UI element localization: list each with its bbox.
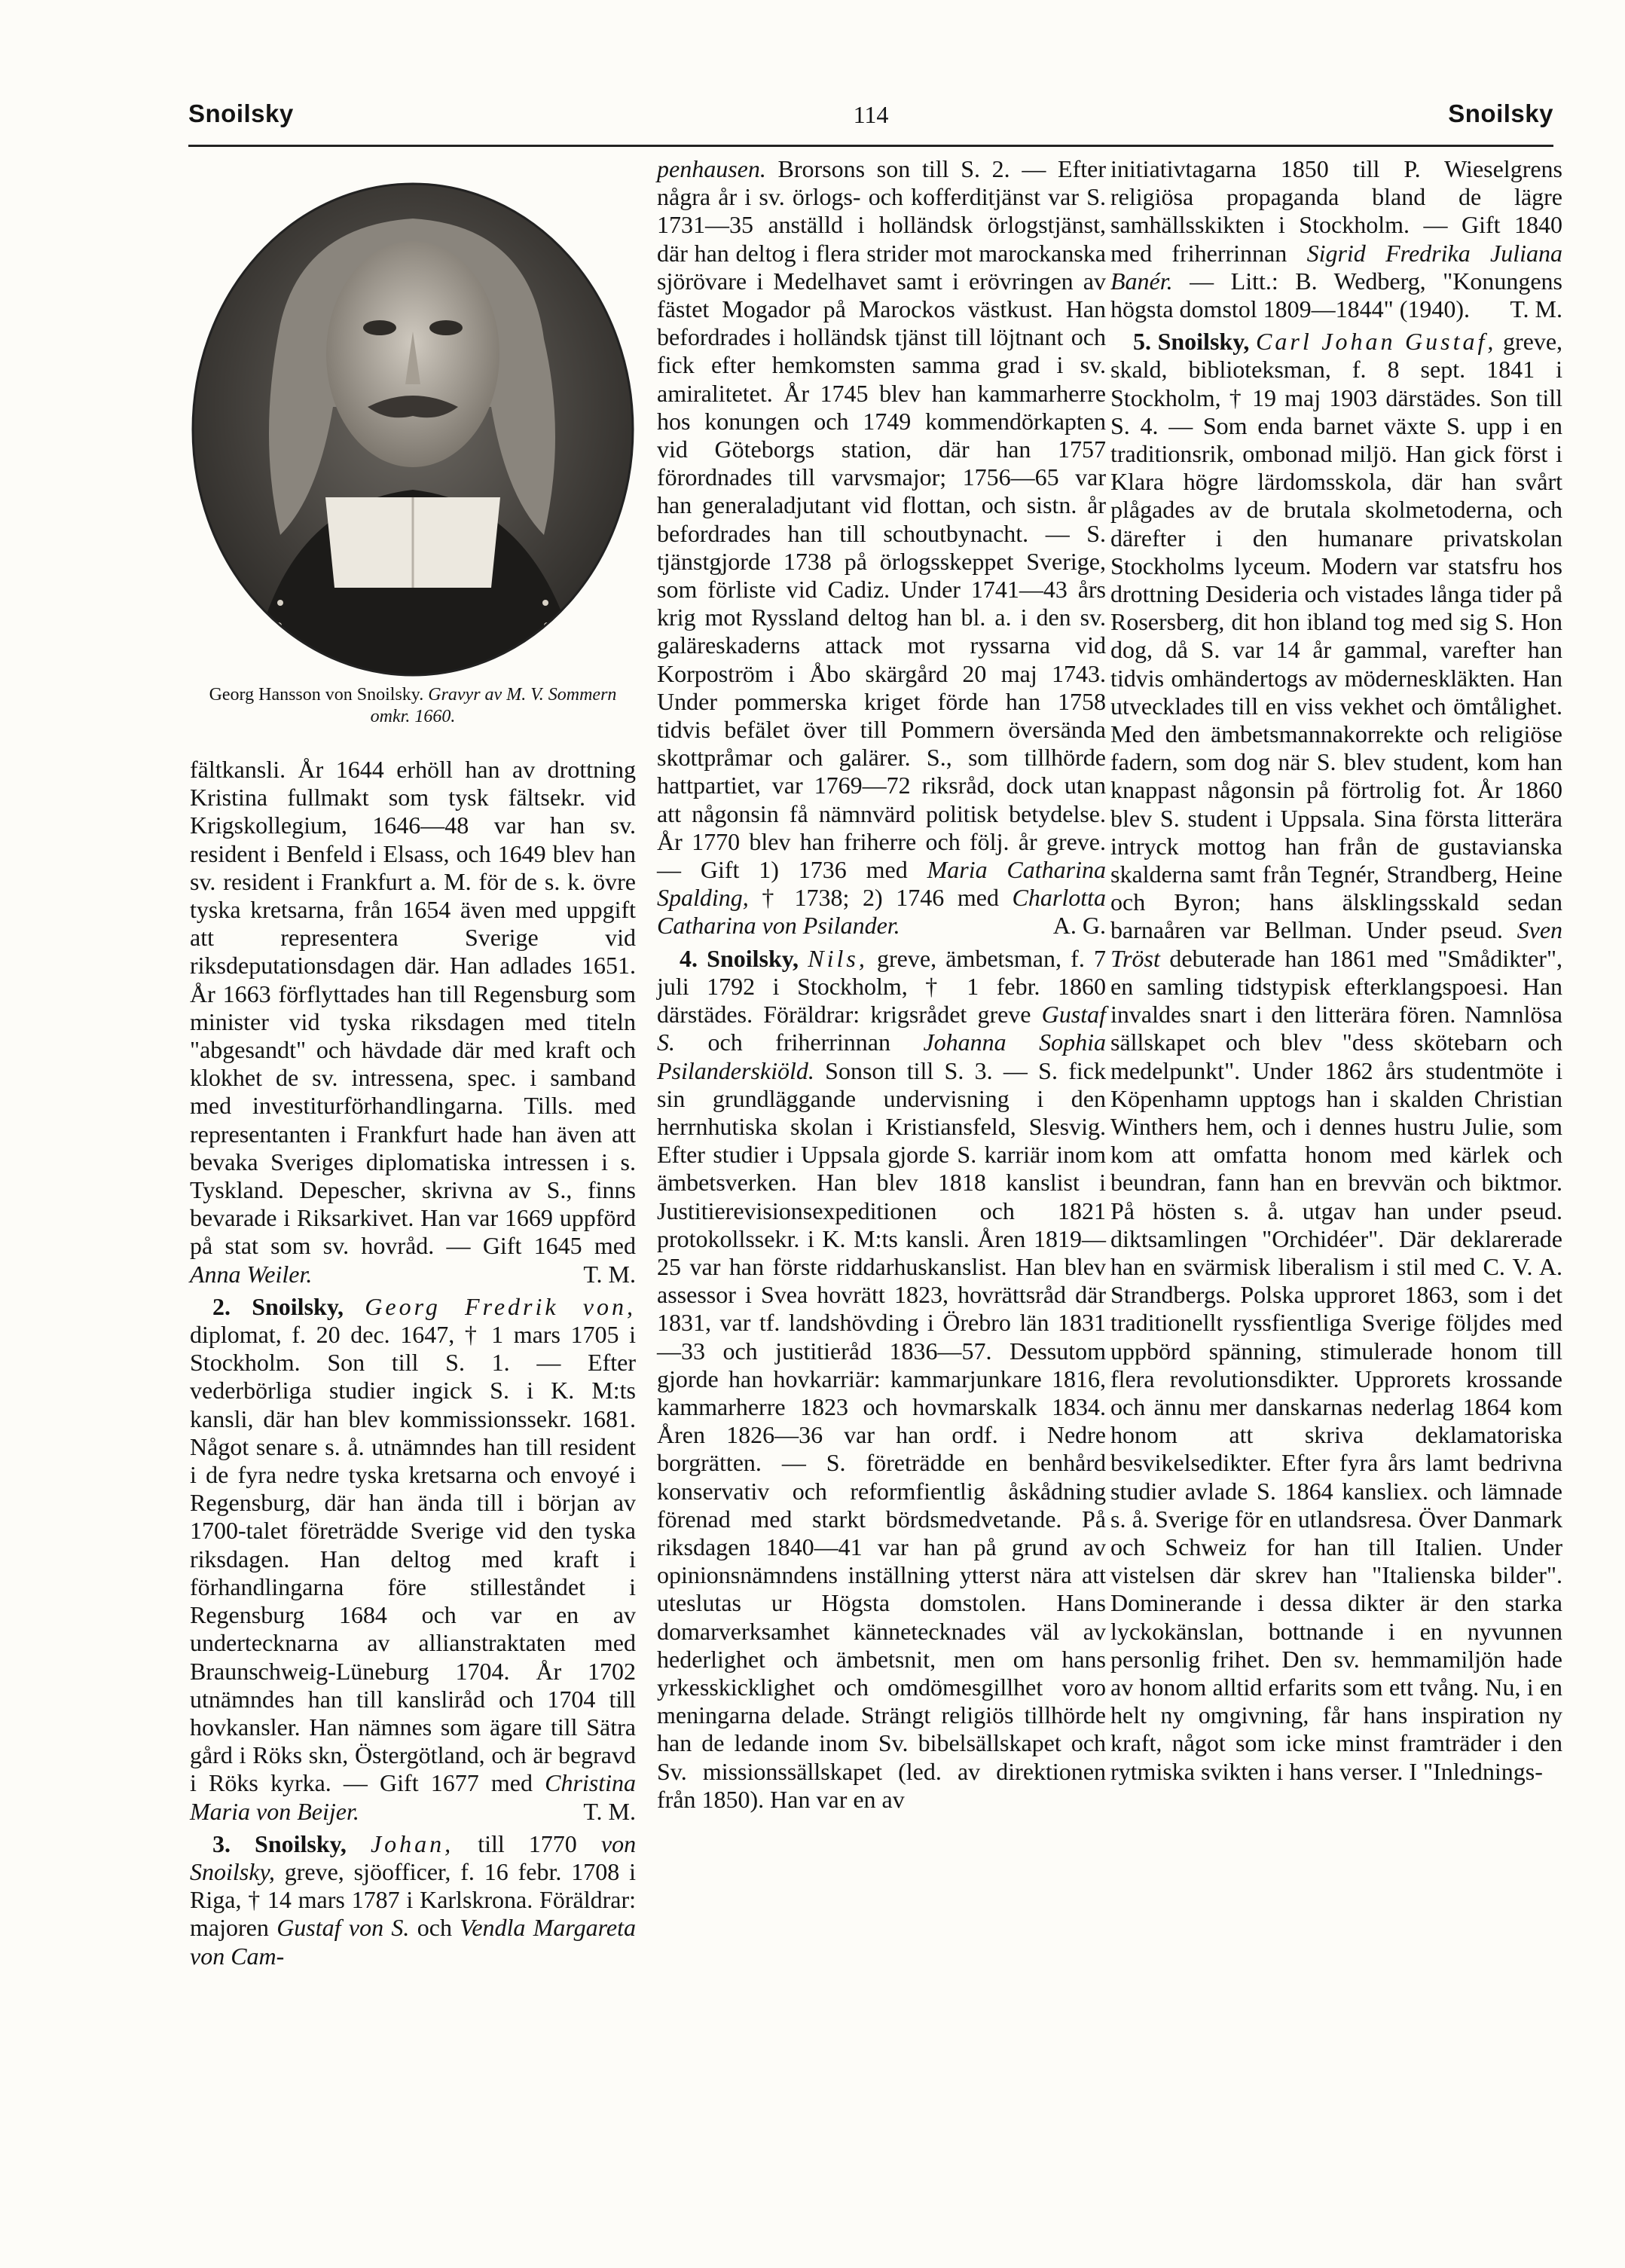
pseudonym: Sven Tröst — [1110, 916, 1563, 972]
portrait-engraving — [190, 181, 636, 678]
text-column-2 — [657, 155, 1106, 1814]
running-head-right: Snoilsky — [1448, 99, 1553, 127]
entry-heading: 3. Snoilsky, — [212, 1829, 347, 1857]
entry-4-continuation: initiativtagarna 1850 till P. Wieselgrens religiösa propaganda bland de lägre samhällsskikten i Stockholm. — Gift 1840 med friherrinnan Sigrid Fredrika Juliana Banér. — Litt.: B. Wedberg, "Konungens högsta domstol 1809—1844" (1940). T. M. — [1110, 155, 1563, 323]
portrait-caption — [190, 684, 636, 728]
entry-given-name: Georg Fredrik von, — [365, 1292, 637, 1320]
author-signature: T. M. — [583, 1797, 636, 1825]
entry-2: 2. Snoilsky, Georg Fredrik von, diplomat, f. 20 dec. 1647, † 1 mars 1705 i Stockholm. Son till S. 1. — Efter vederbörliga studier ingick S. i K. M:ts kansli, där han blev kommissionssekr. 1681. Något senare s. å. utnämndes han till resident i de fyra nedre tyska kretsarna och envoyé i Regensburg, där han ända till i början av 1700-talet företrädde Sverige vid den tyska riksdagen. Han deltog med kraft i förhandlingarna före stilleståndet i Regensburg 1684 och var en av undertecknarna av allianstraktaten med Braunschweig-Lüneburg 1704. År 1702 utnämndes han till kansliråd och 1704 till hovkansler. Han nämnes som ägare till Sätra gård i Röks skn, Östergötland, och är begravd i Röks kyrka. — Gift 1677 med Christina Maria von Beijer. T. M. — [190, 1292, 637, 1825]
entry-3-continuation: penhausen. Brorsons son till S. 2. — Efter några år i sv. örlogs- och kofferditjänst var S. 1731—35 anställd i holländsk örlogstjänst, där han deltog i flera strider mot marockanska sjörövare i Medelhavet samt i erövringen av fästet Mogador på Marockos västkust. Han befordrades i holländsk tjänst till löjtnant och fick efter hemkomsten samma grad i sv. amiralitetet. År 1745 blev han kammarherre hos konungen och 1749 kommendörkapten vid Göteborgs station, där han 1757 förordnades till varvsmajor; 1756—65 var han generaladjutant vid flottan, och sistn. år befordrades han till schoutbynacht. — S. tjänstgjorde 1738 på örlogsskeppet Sverige, som förliste vid Cadiz. Under 1741—43 års krig mot Ryssland deltog han bl. a. i den sv. galäreskaderns attack mot ryssarna vid Korpoström i Åbo skärgård 20 maj 1743. Under pommerska kriget förde han 1758 tidvis befälet över till Pommern översända skottpråmar och galärer. S., som tillhörde hattpartiet, var 1769—72 riksråd, dock utan att någonsin få nämnvärd politisk betydelse. År 1770 blev han friherre och följ. år greve. — Gift 1) 1736 med Maria Catharina Spalding, † 1738; 2) 1746 med Charlotta Catharina von Psilander. A. G. — [657, 155, 1107, 940]
entry-given-name: Nils, — [808, 944, 868, 972]
page-number: 114 — [853, 101, 889, 128]
caption-name: Georg Hansson von Snoilsky. — [209, 685, 424, 705]
page-header — [188, 84, 1553, 147]
text-column-3 — [1110, 155, 1562, 1786]
spouse-name: Maria Catharina Spalding, — [657, 856, 1107, 912]
entry-1-continuation: fältkansli. År 1644 erhöll han av drottning Kristina fullmakt som tysk fältsekr. vid Krigskollegium, 1646—48 var han sv. resident i Benfeld i Elsass, och 1649 blev han sv. resident i Frankfurt a. M. för de s. k. övre tyska kretsarna, från 1654 även med uppgift att representera Sverige vid riksdeputationsdagen där. Han adlades 1651. År 1663 förflyttades han till Regensburg som minister vid tyska riksdagen med titeln "abgesandt" och hävdade där med kraft och klokhet de sv. intressena, spec. i samband med investiturförhandlingarna. Tills. med representanten i Frankfurt hade han även att bevaka Sveriges diplomatiska intressen i s. Tyskland. Depescher, skrivna av S., finns bevarade i Riksarkivet. Han var 1669 uppförd på stat som sv. hovråd. — Gift 1645 med Anna Weiler. T. M. — [190, 756, 636, 1288]
entry-heading: 2. Snoilsky, — [212, 1292, 344, 1320]
author-signature: A. G. — [1052, 912, 1106, 940]
spouse-name: Christina Maria von Beijer. — [190, 1769, 637, 1825]
author-signature: T. M. — [583, 1260, 636, 1288]
spouse-name: Charlotta Catharina von Psilander. — [657, 884, 1107, 940]
entry-3: 3. Snoilsky, Johan, till 1770 von Snoilsky, greve, sjöofficer, f. 16 febr. 1708 i Riga, † 14 mars 1787 i Karlskrona. Föräldrar: majoren Gustaf von S. och Vendla Margareta von Cam- — [190, 1829, 637, 1970]
caption-credit: Gravyr av M. V. Sommern omkr. 1660. — [370, 685, 617, 726]
spouse-name: Anna Weiler. — [190, 1260, 313, 1288]
entry-given-name: Carl Johan Gustaf, — [1256, 328, 1497, 356]
entry-given-name: Johan, — [370, 1829, 454, 1857]
running-head-left: Snoilsky — [188, 99, 294, 127]
portrait-figure — [190, 181, 636, 753]
entry-5: 5. Snoilsky, Carl Johan Gustaf, greve, skald, biblioteksman, f. 8 sept. 1841 i Stockholm, † 19 maj 1903 därstädes. Son till S. 4. — Som enda barnet växte S. upp i en traditionsrik, ombonad miljö. Han gick först i Klara högre lärdomsskola, där han svårt plågades av de brutala skolmetoderna, och därefter i den humanare privatskolan Stockholms lyceum. Modern var statsfru hos drottning Desideria och vistades långa tider på Rosersberg, dit hon ibland tog med sig S. Hon dog, då S. var 14 år gammal, varefter han tidvis omhändertogs av möderneskläkten. Han utvecklades till en viss vekhet och ömtålighet. Med den ämbetsmannakorrekte och religiöse fadern, som dog när S. blev student, kom han knappast någonsin på förtrolig fot. År 1860 blev S. student i Uppsala. Sina första litterära intryck mottog han från de gustavianska skalderna samt från Tegnér, Strandberg, Heine och Byron; hans älsklingsskald sedan barnaåren var Bellman. Under pseud. Sven Tröst debuterade han 1861 med "Smådikter", en samling tidstypisk efterklangspoesi. Han invaldes snart i den litterära fören. Namnlösa sällskapet och blev "dess skötebarn och medelpunkt". Under 1862 års studentmöte i Köpenhamn upptogs han i skalden Christian Winthers hem, och i dennes hustru Julie, som kom att omfatta honom med kärlek och beundran, fann han en brevvän och biktmor. På hösten s. å. utgav han under pseud. diktsamlingen "Orchidéer". Där deklarerade han en svärmisk liberalism i stil med C. V. A. Strandbergs. Polska upproret 1863, som i det traditionellt ryssfientliga Sverige följdes med uppbörd spänning, stimulerade honom till flera revolutionsdikter. Upprorets krossande och ännu mer danskarnas nederlag 1864 kom honom att skriva deklamatoriska besvikelsedikter. Efter fyra års lamt bedrivna studier avlade S. 1864 kansliex. och lämnade s. å. Sverige för en utlandsresa. Över Danmark och Schweiz for han till Italien. Under vistelsen där skrev han "Italienska bilder". Dominerande i dessa dikter är den starka lyckokänslan, bottnande i en nyvunnen personlig frihet. Den sv. hemmamiljön hade av honom alltid erfarits som ett tvång. Nu, i en helt ny omgivning, får hans inspiration ny kraft, något som icke minst framträder i den rytmiska svikten i hans verser. I "Inlednings- — [1110, 328, 1563, 1785]
author-signature: T. M. — [1510, 295, 1562, 323]
entry-heading: 5. Snoilsky, — [1133, 328, 1250, 356]
entry-4: 4. Snoilsky, Nils, greve, ämbetsman, f. 7 juli 1792 i Stockholm, † 1 febr. 1860 därstädes. Föräldrar: krigsrådet greve Gustaf S. och friherrinnan Johanna Sophia Psilanderskiöld. Sonson till S. 3. — S. fick sin grundläggande undervisning i den herrnhutiska skolan i Kristiansfeld, Slesvig. Efter studier i Uppsala gjorde S. karriär inom ämbetsverken. Han blev 1818 kanslist i Justitierevisionsexpeditionen och 1821 protokollssekr. i K. M:ts kansli. Åren 1819—25 var han förste riddarhuskanslist. Han blev assessor i Svea hovrätt 1823, hovrättsråd där 1831, var tf. landshövding i Örebro län 1831—33 och justitieråd 1836—57. Dessutom gjorde han hovkarriär: kammarjunkare 1816, kammarherre 1823 och hovmarskalk 1834. Åren 1826—36 var han ordf. i Nedre borgrätten. — S. företrädde en benhård konservativ och reformfientlig åskådning förenad med starkt bördsmedvetande. På riksdagen 1840—41 var han på grund av opinionsnämndens inställning ytterst nära att uteslutas ur Högsta domstolen. Hans domarverksamhet kännetecknades väl av hederlighet och ämbetsnit, men om hans yrkesskicklighet och omdömesgillhet voro meningarna delade. Strängt religiös tillhörde han de ledande inom Sv. bibelsällskapet och Sv. missionssällskapet (led. av direktionen från 1850). Han var en av — [657, 944, 1107, 1813]
literature-reference: — Litt.: B. Wedberg, "Konungens högsta domstol 1809—1844" (1940). — [1110, 267, 1563, 323]
spouse-name: Sigrid Fredrika Juliana Banér. — [1110, 239, 1562, 295]
text-column-1 — [190, 756, 636, 1970]
entry-heading: 4. Snoilsky, — [680, 944, 799, 972]
